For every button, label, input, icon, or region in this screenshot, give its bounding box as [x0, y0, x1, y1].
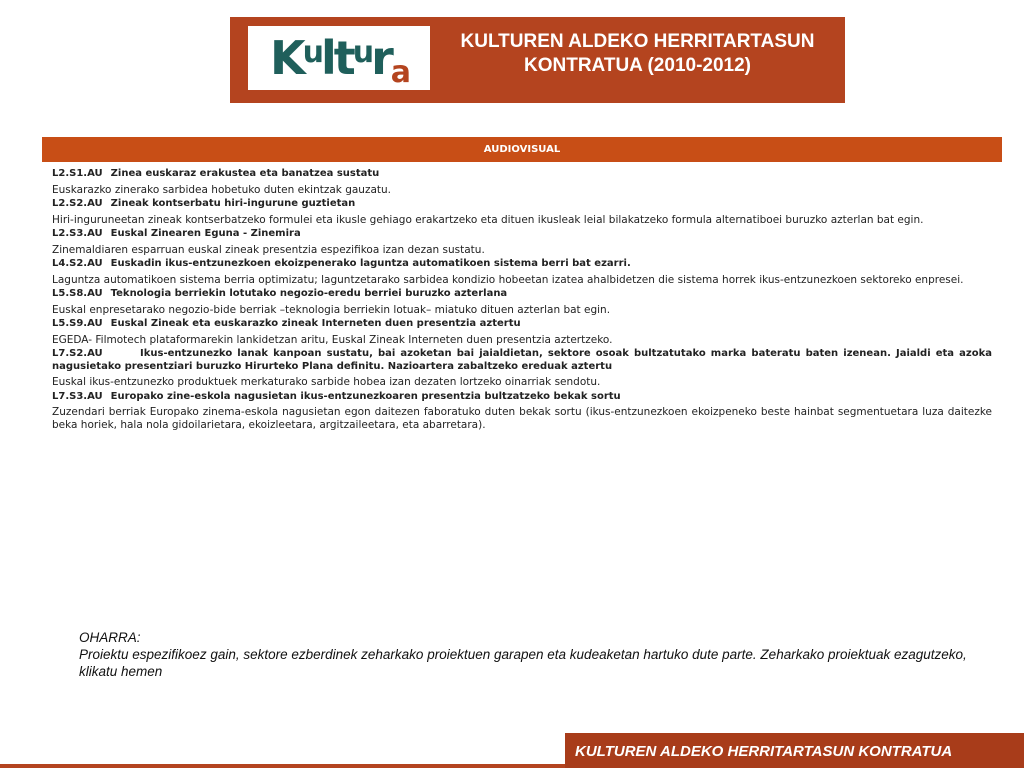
item-description: Euskal enpresetarako negozio-bide berriak –teknologia berriekin lotuak– miatuko dituen azterlan bat egin.	[52, 303, 611, 316]
note-body: Proiektu espezifikoez gain, sektore ezberdinek zeharkako proiektuen garapen eta kudeaketan hartuko dute parte. Zeharkako proiektuak ezagutzeko,	[79, 647, 967, 662]
list-item	[52, 168, 992, 196]
action-list	[52, 166, 992, 433]
item-heading	[52, 228, 992, 241]
item-code: L2.S3.AU	[52, 228, 103, 239]
item-description: Euskal ikus-entzunezko produktuek merkaturako sarbide hobea izan dezaten lortzeko oinarriak sendotu.	[52, 376, 601, 388]
list-item	[52, 318, 992, 346]
item-code: L5.S8.AU	[52, 288, 103, 299]
note-link[interactable]: klikatu hemen	[79, 664, 163, 679]
item-heading	[52, 288, 992, 301]
item-code: L2.S1.AU	[52, 168, 103, 179]
item-code: L2.S2.AU	[52, 198, 103, 209]
item-description: Euskarazko zinerako sarbidea hobetuko duten ekintzak gauzatu.	[52, 183, 392, 196]
item-description: Zuzendari berriak Europako zinema-eskola nagusietan egon daitezen faboratuko duten bekak sortu (ikus-entzunezkoen ekoizpeneko beste hainbat segmentuetara luza daitezke beka horiek, hala nola gidoilarietara, ekoizleetara, argitzaileetara, eta abarretara).	[52, 406, 992, 431]
item-description: Zinemaldiaren esparruan euskal zineak presentzia espezifikoa izan dezan sustatu.	[52, 243, 485, 256]
item-heading	[52, 258, 992, 271]
list-item	[52, 288, 992, 316]
item-description: Laguntza automatikoen sistema berria optimizatu; laguntzetarako sarbidea kondizio hobeetan izatea ahalbidetzen die sistema horrek ikus-entzunezkoen sektoreko enpresei.	[52, 273, 964, 286]
item-heading	[52, 198, 992, 211]
note-block	[79, 629, 969, 680]
item-title: Zineak kontserbatu hiri-ingurune guztietan	[110, 198, 356, 209]
item-heading	[52, 391, 992, 404]
item-heading	[52, 348, 992, 373]
item-description: Hiri-inguruneetan zineak kontserbatzeko formulei eta ikusle gehiago erakartzeko eta dituen ikusleak leial bilakatzeko formula alternatiboei buruzko azterlan bat egin.	[52, 213, 924, 226]
list-item	[52, 258, 992, 286]
item-title: Ikus-entzunezko lanak kanpoan sustatu, bai azoketan bai jaialdietan, sektore osoak bultzatutako marka bateratu baten izenean. Jaialdi eta azoka nagusietako presentziari buruzko Hirurteko Plana definitu. Nazioartera zabaltzeko ereduak aztertu	[52, 348, 992, 372]
list-item	[52, 198, 992, 226]
item-code: L5.S9.AU	[52, 318, 103, 329]
section-title: AUDIOVISUAL	[42, 137, 1002, 163]
item-code: L7.S3.AU	[52, 390, 103, 402]
item-title: Euskal Zinearen Eguna - Zinemira	[110, 228, 301, 239]
item-title: Zinea euskaraz erakustea eta banatzea sustatu	[110, 168, 380, 179]
list-item	[52, 391, 992, 432]
page-title: KULTUREN ALDEKO HERRITARTASUN KONTRATUA (2010-2012)	[460, 31, 815, 76]
note-text	[79, 646, 969, 680]
item-title: Euskal Zineak eta euskarazko zineak Interneten duen presentzia aztertu	[110, 318, 521, 329]
footer-title: KULTUREN ALDEKO HERRITARTASUN KONTRATUA	[565, 733, 1024, 768]
note-label: OHARRA:	[79, 630, 141, 645]
item-code: L7.S2.AU	[52, 348, 103, 359]
item-title: Euskadin ikus-entzunezkoen ekoizpenerako laguntza automatikoen sistema berri bat ezarri.	[110, 258, 631, 269]
list-item	[52, 348, 992, 389]
item-heading	[52, 318, 992, 331]
list-item	[52, 228, 992, 256]
item-title: Europako zine-eskola nagusietan ikus-entzunezkoaren presentzia bultzatzeko bekak sortu	[110, 390, 621, 402]
item-heading	[52, 168, 992, 181]
item-code: L4.S2.AU	[52, 258, 103, 269]
item-description: EGEDA- Filmotech plataformarekin lankidetzan aritu, Euskal Zineak Interneten duen presentzia aztertzeko.	[52, 333, 613, 346]
logo-wordmark: Kultura	[269, 31, 409, 90]
item-title: Teknologia berriekin lotutako negozio-eredu berriei buruzko azterlana	[110, 288, 508, 299]
kultura-logo	[248, 26, 430, 90]
